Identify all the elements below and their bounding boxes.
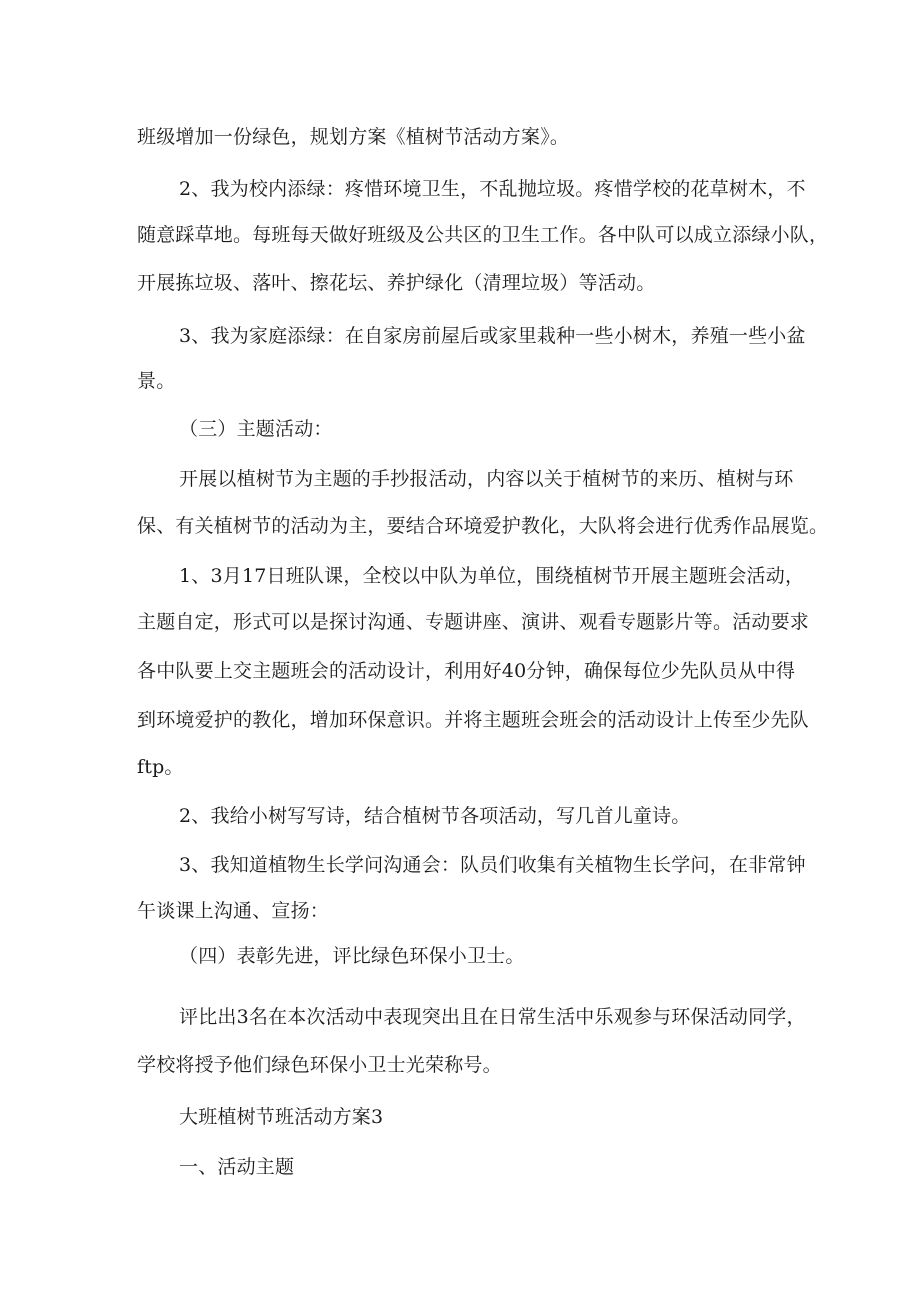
paragraph-line-9: 1、3月17日班队课，全校以中队为单位，围绕植树节开展主题班会活动， xyxy=(179,565,805,587)
paragraph-line-13: ftp。 xyxy=(137,756,184,778)
paragraph-line-2: 2、我为校内添绿：疼惜环境卫生，不乱抛垃圾。疼惜学校的花草树木，不 xyxy=(179,178,806,200)
paragraph-line-14: 2、我给小树写写诗，结合植树节各项活动，写几首儿童诗。 xyxy=(179,805,691,827)
paragraph-line-6: 景。 xyxy=(137,370,176,392)
section-heading-3: （三）主题活动： xyxy=(179,418,333,440)
paragraph-line-11: 各中队要上交主题班会的活动设计，利用好40分钟，确保每位少先队员从中得 xyxy=(137,660,796,682)
paragraph-line-1: 班级增加一份绿色，规划方案《植树节活动方案》。 xyxy=(137,126,570,148)
paragraph-line-12: 到环境爱护的教化，增加环保意识。并将主题班会班会的活动设计上传至少先队 xyxy=(137,709,810,731)
paragraph-line-18: 学校将授予他们绿色环保小卫士光荣称号。 xyxy=(137,1054,502,1076)
paragraph-line-17: 评比出3名在本次活动中表现突出且在日常生活中乐观参与环保活动同学， xyxy=(179,1006,806,1028)
section-heading-4: （四）表彰先进，评比绿色环保小卫士。 xyxy=(179,945,525,967)
paragraph-line-3: 随意踩草地。每班每天做好班级及公共区的卫生工作。各中队可以成立添绿小队， xyxy=(137,224,829,246)
paragraph-line-10: 主题自定，形式可以是探讨沟通、专题讲座、演讲、观看专题影片等。活动要求 xyxy=(137,611,810,633)
document-title: 大班植树节班活动方案3 xyxy=(179,1106,384,1128)
paragraph-line-8: 保、有关植树节的活动为主，要结合环境爱护教化，大队将会进行优秀作品展览。 xyxy=(137,515,829,537)
paragraph-line-15: 3、我知道植物生长学问沟通会：队员们收集有关植物生长学问，在非常钟 xyxy=(179,854,806,876)
paragraph-line-5: 3、我为家庭添绿：在自家房前屋后或家里栽种一些小树木，养殖一些小盆 xyxy=(179,325,806,347)
paragraph-line-7: 开展以植树节为主题的手抄报活动，内容以关于植树节的来历、植树与环 xyxy=(179,468,794,490)
paragraph-line-16: 午谈课上沟通、宣扬： xyxy=(137,900,330,922)
paragraph-line-4: 开展拣垃圾、落叶、擦花坛、养护绿化（清理垃圾）等活动。 xyxy=(137,272,656,294)
section-heading-1: 一、活动主题 xyxy=(179,1156,295,1178)
